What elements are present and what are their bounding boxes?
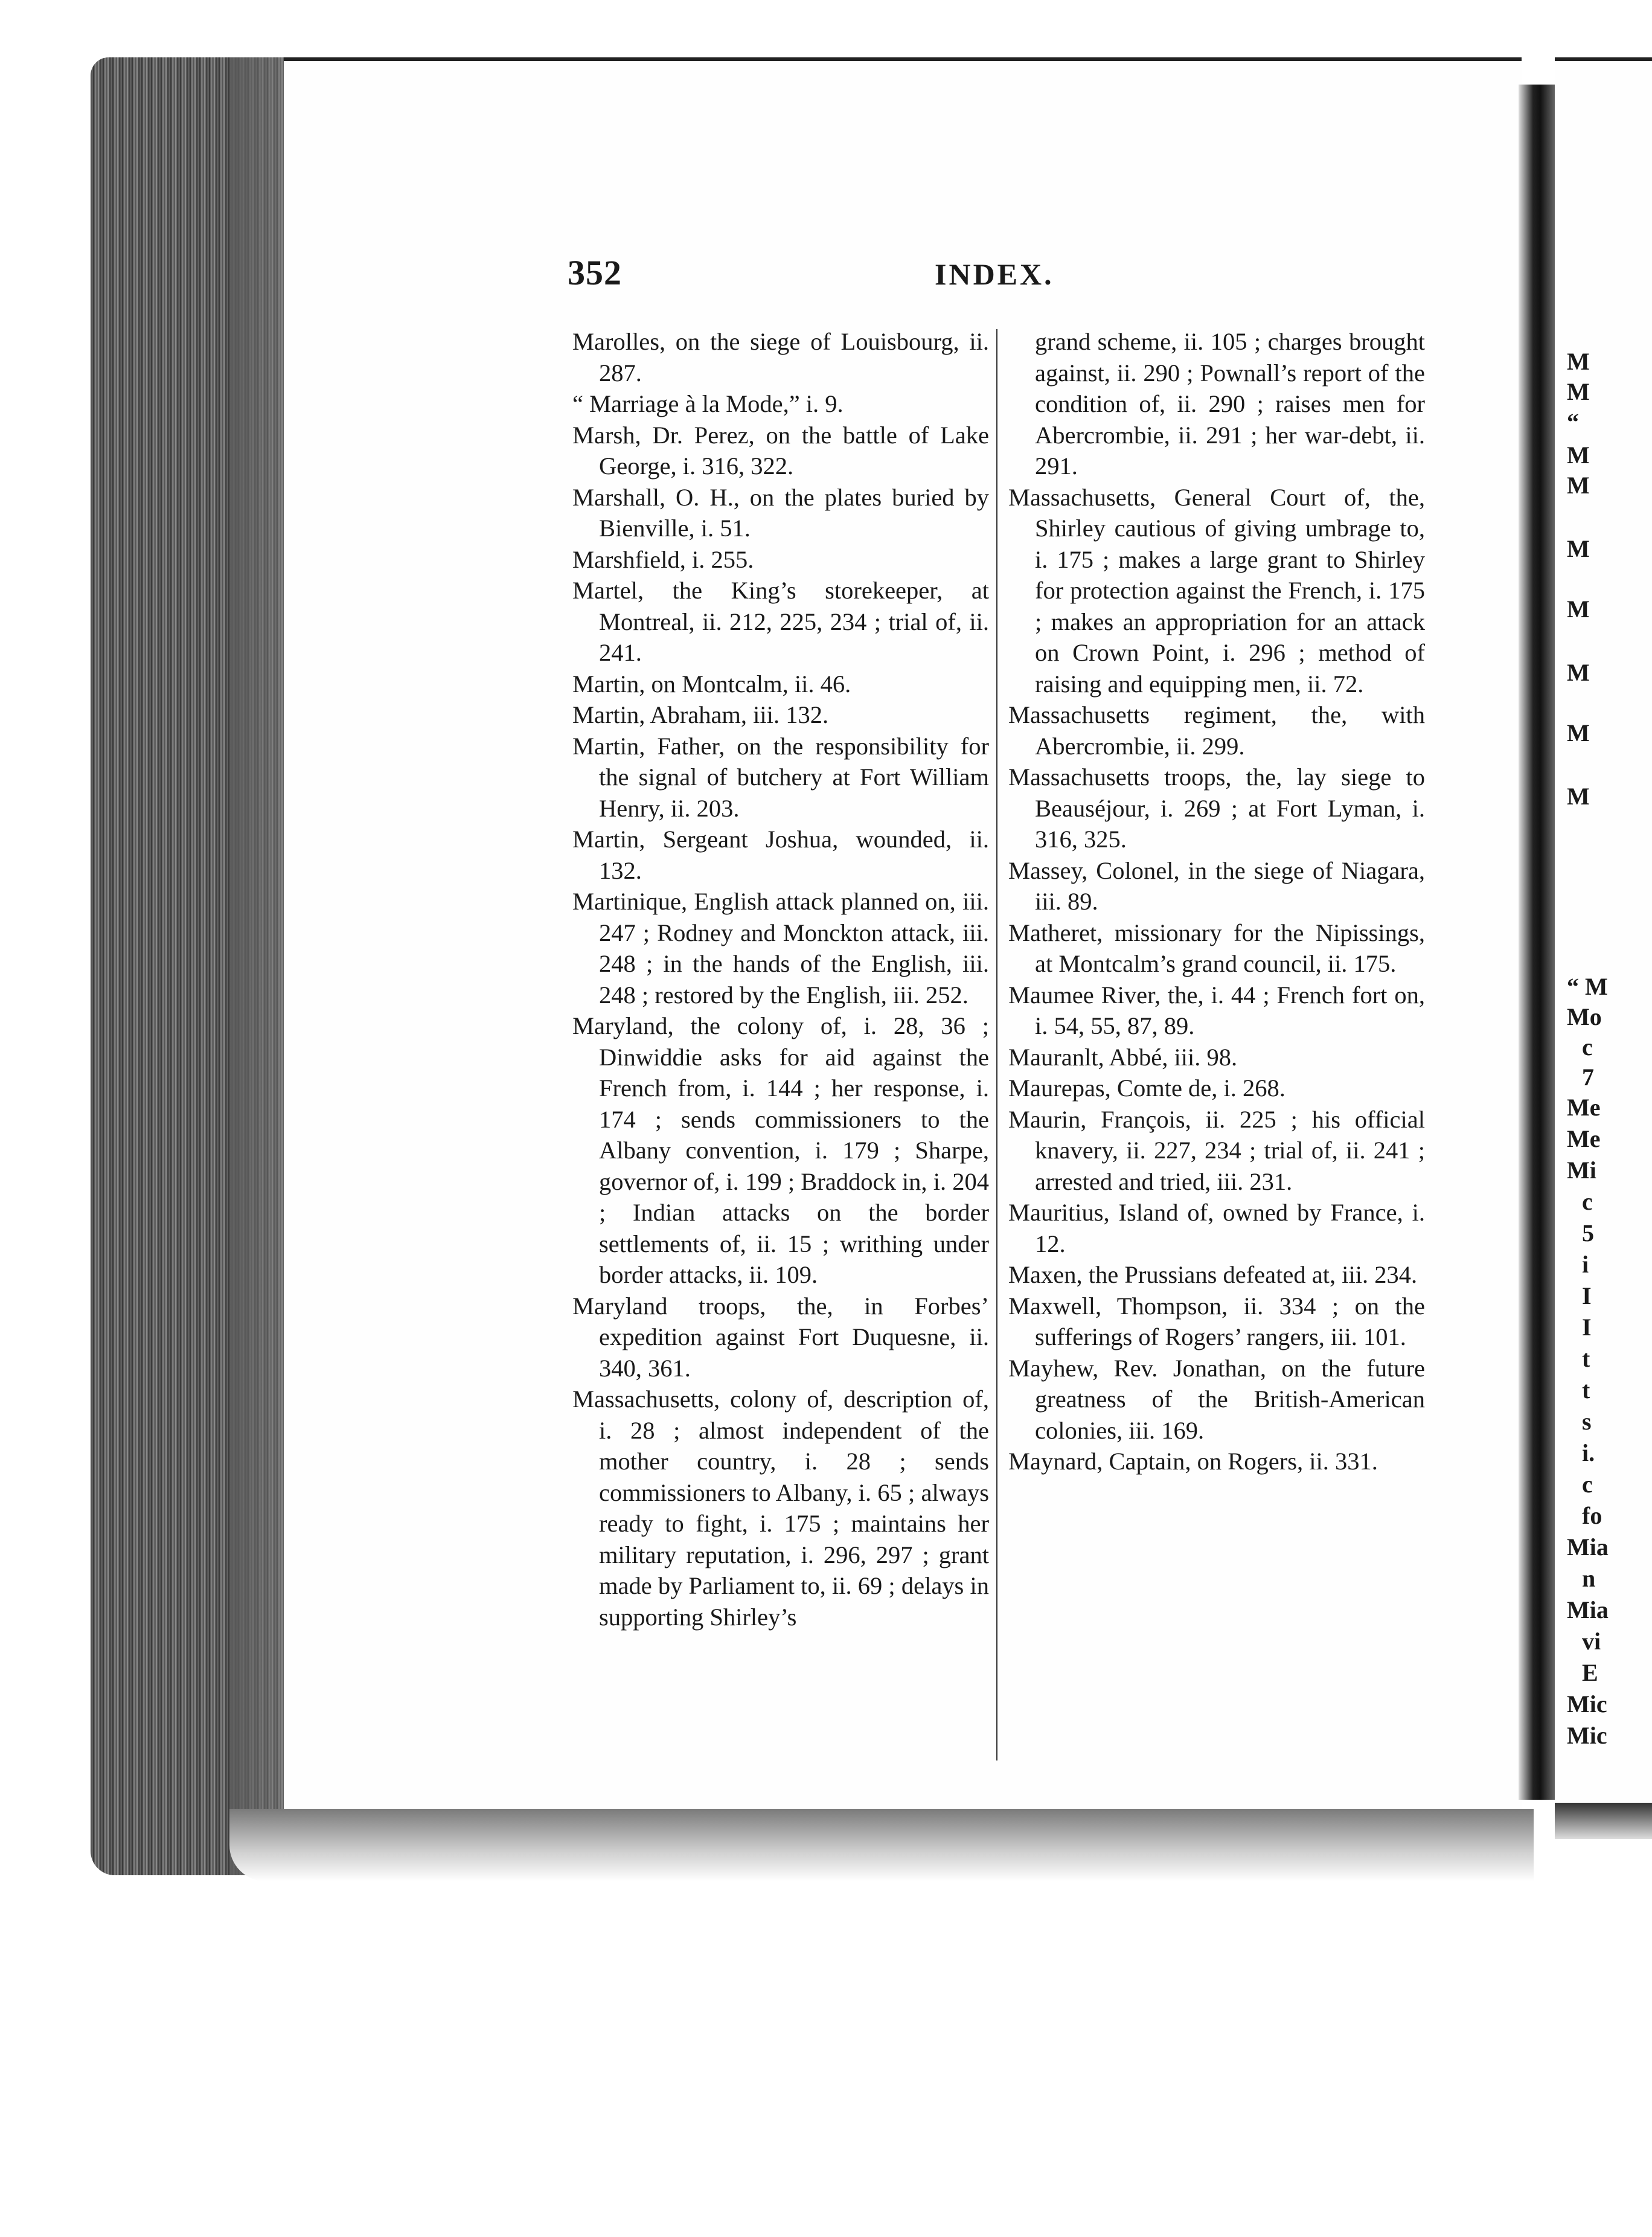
next-page-fragment: Me: [1567, 1094, 1601, 1121]
index-entry: Massachusetts regiment, the, with Abercrombie, ii. 299.: [1008, 701, 1425, 760]
index-entry: Maxen, the Prussians defeated at, iii. 234.: [1008, 1261, 1418, 1288]
next-page-fragment: Mic: [1567, 1722, 1607, 1749]
index-entry: Marsh, Dr. Perez, on the battle of Lake George, i. 316, 322.: [572, 421, 989, 480]
next-page-fragment: 7: [1582, 1064, 1594, 1091]
index-entry: Maxwell, Thompson, ii. 334 ; on the sufferings of Rogers’ rangers, iii. 101.: [1008, 1292, 1425, 1350]
index-entry: Matheret, missionary for the Nipissings, at Montcalm’s grand council, ii. 175.: [1008, 919, 1425, 977]
book-gutter: [1519, 85, 1555, 1800]
index-entry: Maurin, François, ii. 225 ; his official knavery, ii. 227, 234 ; trial of, ii. 241 ; arrested and tried, iii. 231.: [1008, 1105, 1425, 1195]
index-entry: Marshfield, i. 255.: [572, 545, 754, 573]
page-bottom-shadow: [229, 1809, 1534, 1881]
next-page-fragment: M: [1567, 783, 1590, 810]
next-page-fragment: t: [1582, 1376, 1590, 1404]
next-page-fragment: Mi: [1567, 1157, 1596, 1184]
next-page-fragment: Mic: [1567, 1690, 1607, 1718]
next-page-fragment: M: [1567, 659, 1590, 686]
next-page-fragment: i.: [1582, 1439, 1595, 1466]
index-entry: Martel, the King’s storekeeper, at Montreal, ii. 212, 225, 234 ; trial of, ii. 241.: [572, 577, 989, 666]
page-number: 352: [568, 253, 622, 292]
page-title: INDEX.: [935, 257, 1054, 291]
next-page-fragment: E: [1582, 1659, 1598, 1686]
next-page-fragment: c: [1582, 1471, 1593, 1498]
index-entry: Marshall, O. H., on the plates buried by Bienville, i. 51.: [572, 483, 989, 542]
next-page-fragment: t: [1582, 1345, 1590, 1372]
index-entry: “ Marriage à la Mode,” i. 9.: [572, 390, 844, 417]
index-entry: Maumee River, the, i. 44 ; French fort on, i. 54, 55, 87, 89.: [1008, 981, 1425, 1039]
index-entry: Massachusetts troops, the, lay siege to Beauséjour, i. 269 ; at Fort Lyman, i. 316, 325.: [1008, 763, 1425, 853]
index-entry: Martin, Father, on the responsibility for the signal of butchery at Fort William Henry, ii. 203.: [572, 732, 989, 822]
next-page-fragment: n: [1582, 1565, 1596, 1592]
index-column-left: [572, 326, 989, 1632]
index-entry: Massey, Colonel, in the siege of Niagara, iii. 89.: [1008, 856, 1425, 915]
index-entry: Maryland, the colony of, i. 28, 36 ; Dinwiddie asks for aid against the French from, i. 144 ; her response, i. 174 ; sends commissioners to the Albany convention, i. 179 ; Sharpe, governor of, i. 199 ; Braddock in, i. 204 ; Indian attacks on the border settlements of, ii. 15 ; writhing under border attacks, ii. 109.: [572, 1012, 989, 1288]
index-entry: Marolles, on the siege of Louisbourg, ii. 287.: [572, 328, 989, 387]
next-page-fragment: M: [1567, 719, 1590, 746]
index-entry: Mauritius, Island of, owned by France, i. 12.: [1008, 1199, 1425, 1257]
column-divider: [996, 329, 997, 1760]
next-page-fragment: I: [1582, 1314, 1592, 1341]
index-entry: Massachusetts, General Court of, the, Shirley cautious of giving umbrage to, i. 175 ; makes a large grant to Shirley for protection against the French, i. 175 ; makes an appropriation for an attack on Crown Point, i. 296 ; method of raising and equipping men, ii. 72.: [1008, 483, 1425, 698]
next-page-fragment: M: [1567, 595, 1590, 623]
next-page-fragment: “ M: [1567, 973, 1608, 1000]
next-page-shadow: [1555, 1803, 1652, 1839]
index-column-right: [1008, 326, 1425, 1477]
index-entry: Maurepas, Comte de, i. 268.: [1008, 1074, 1285, 1102]
next-page-fragment: c: [1582, 1188, 1593, 1215]
next-page-fragment: fo: [1582, 1502, 1602, 1529]
next-page-fragment: s: [1582, 1408, 1592, 1435]
index-entry-continued: grand scheme, ii. 105 ; charges brought against, ii. 290 ; Pownall’s report of the condition of, ii. 290 ; raises men for Abercrombie, ii. 291 ; her war-debt, ii. 291.: [1035, 328, 1425, 480]
index-entry: Martinique, English attack planned on, iii. 247 ; Rodney and Monckton attack, iii. 248 ; in the hands of the English, iii. 248 ; restored by the English, iii. 252.: [572, 888, 989, 1009]
index-entry: Maynard, Captain, on Rogers, ii. 331.: [1008, 1448, 1378, 1475]
next-page-fragment: c: [1582, 1033, 1593, 1061]
next-page-fragment: M: [1567, 441, 1590, 469]
next-page-fragment: M: [1567, 348, 1590, 375]
index-entry: Massachusetts, colony of, description of, i. 28 ; almost independent of the mother country, i. 28 ; sends commissioners to Albany, i. 65 ; always ready to fight, i. 175 ; maintains her military reputation, i. 296, 297 ; grant made by Parliament to, ii. 69 ; delays in supporting Shirley’s: [572, 1385, 989, 1631]
next-page-fragment: Mia: [1567, 1533, 1609, 1561]
next-page-fragment: i: [1582, 1251, 1589, 1278]
next-page-fragment: Me: [1567, 1125, 1601, 1152]
next-page-fragment: Mo: [1567, 1003, 1602, 1030]
index-entry: Martin, on Montcalm, ii. 46.: [572, 670, 851, 698]
index-entry: Martin, Sergeant Joshua, wounded, ii. 132.: [572, 826, 989, 884]
index-entry: Maryland troops, the, in Forbes’ expedition against Fort Duquesne, ii. 340, 361.: [572, 1292, 989, 1382]
index-entry: Mayhew, Rev. Jonathan, on the future greatness of the British-American colonies, iii. 169.: [1008, 1354, 1425, 1444]
next-page-fragment: Mia: [1567, 1596, 1609, 1623]
next-page-fragment: M: [1567, 535, 1590, 562]
next-page-fragment: vi: [1582, 1628, 1601, 1655]
next-page-fragment: 5: [1582, 1219, 1594, 1247]
next-page-fragment: M: [1567, 378, 1590, 405]
index-entry: Mauranlt, Abbé, iii. 98.: [1008, 1043, 1238, 1071]
next-page-fragment: M: [1567, 472, 1590, 499]
next-page-fragment: I: [1582, 1282, 1592, 1309]
next-page-fragment: “: [1567, 408, 1579, 435]
index-entry: Martin, Abraham, iii. 132.: [572, 701, 829, 728]
